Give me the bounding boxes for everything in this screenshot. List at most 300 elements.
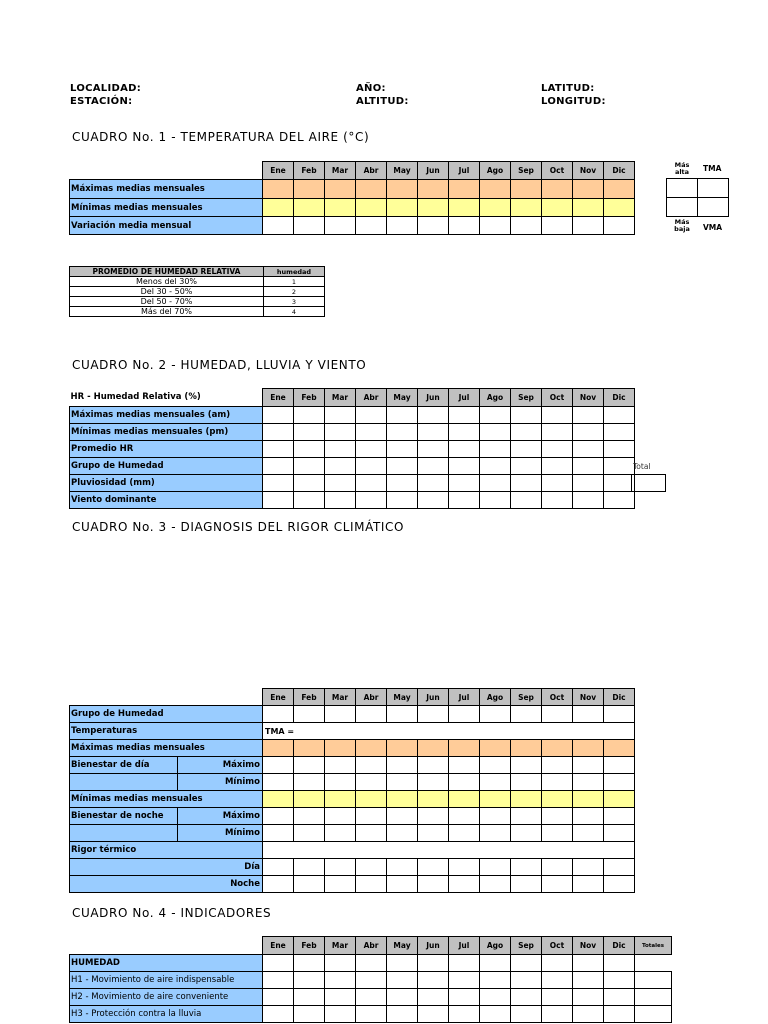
data-cell[interactable] xyxy=(294,441,325,458)
data-cell[interactable] xyxy=(449,217,480,235)
data-cell[interactable] xyxy=(449,740,480,757)
data-cell[interactable] xyxy=(325,808,356,825)
data-cell[interactable] xyxy=(480,180,511,199)
data-cell[interactable] xyxy=(449,989,480,1006)
data-cell[interactable] xyxy=(263,825,294,842)
data-cell[interactable] xyxy=(573,424,604,441)
data-cell[interactable] xyxy=(480,791,511,808)
data-cell[interactable] xyxy=(294,808,325,825)
data-cell[interactable] xyxy=(542,808,573,825)
data-cell[interactable] xyxy=(294,876,325,893)
data-cell[interactable] xyxy=(325,740,356,757)
data-cell[interactable] xyxy=(387,217,418,235)
row-label: H3 - Protección contra la lluvia xyxy=(70,1006,263,1023)
data-cell[interactable] xyxy=(604,217,635,235)
data-cell[interactable] xyxy=(604,1006,635,1023)
data-cell[interactable] xyxy=(294,989,325,1006)
data-cell[interactable] xyxy=(449,972,480,989)
data-cell[interactable] xyxy=(480,740,511,757)
data-cell[interactable] xyxy=(604,989,635,1006)
data-cell[interactable] xyxy=(573,774,604,791)
data-cell[interactable] xyxy=(573,808,604,825)
data-cell[interactable] xyxy=(263,808,294,825)
data-cell[interactable] xyxy=(511,876,542,893)
data-cell[interactable] xyxy=(511,808,542,825)
data-cell[interactable] xyxy=(356,217,387,235)
data-cell[interactable] xyxy=(387,791,418,808)
data-cell[interactable] xyxy=(542,407,573,424)
data-cell[interactable] xyxy=(356,475,387,492)
data-cell[interactable] xyxy=(542,424,573,441)
data-cell[interactable] xyxy=(356,458,387,475)
data-cell[interactable] xyxy=(325,492,356,509)
data-cell[interactable] xyxy=(449,407,480,424)
data-cell[interactable] xyxy=(387,424,418,441)
data-cell[interactable] xyxy=(604,825,635,842)
row-label: Grupo de Humedad xyxy=(70,706,263,723)
data-cell[interactable] xyxy=(573,757,604,774)
month-header: Oct xyxy=(542,162,573,180)
data-cell[interactable] xyxy=(573,1006,604,1023)
tma-label: TMA xyxy=(703,164,722,173)
data-cell[interactable] xyxy=(573,859,604,876)
data-cell[interactable] xyxy=(418,199,449,217)
month-header: Ago xyxy=(480,937,511,955)
month-header: May xyxy=(387,937,418,955)
data-cell[interactable] xyxy=(449,492,480,509)
data-cell[interactable] xyxy=(356,791,387,808)
data-cell[interactable] xyxy=(325,180,356,199)
data-cell[interactable] xyxy=(294,199,325,217)
data-cell[interactable] xyxy=(542,955,573,972)
data-cell[interactable] xyxy=(387,825,418,842)
data-cell[interactable] xyxy=(542,989,573,1006)
data-cell[interactable] xyxy=(263,199,294,217)
data-cell[interactable] xyxy=(449,706,480,723)
data-cell[interactable] xyxy=(542,458,573,475)
humedad-range: Más del 70% xyxy=(70,307,264,317)
data-cell[interactable] xyxy=(573,199,604,217)
data-cell[interactable] xyxy=(511,199,542,217)
data-cell[interactable] xyxy=(542,825,573,842)
data-cell[interactable] xyxy=(480,825,511,842)
data-cell[interactable] xyxy=(449,199,480,217)
data-cell[interactable] xyxy=(325,955,356,972)
data-cell[interactable] xyxy=(263,859,294,876)
data-cell[interactable] xyxy=(480,1006,511,1023)
data-cell[interactable] xyxy=(573,492,604,509)
data-cell[interactable] xyxy=(325,217,356,235)
data-cell[interactable] xyxy=(418,791,449,808)
data-cell[interactable] xyxy=(542,876,573,893)
data-cell[interactable] xyxy=(263,757,294,774)
rigor-cell[interactable] xyxy=(263,842,635,859)
data-cell[interactable] xyxy=(387,774,418,791)
data-cell[interactable] xyxy=(511,475,542,492)
data-cell[interactable] xyxy=(573,407,604,424)
data-cell[interactable] xyxy=(480,475,511,492)
data-cell[interactable] xyxy=(511,972,542,989)
total-cell[interactable] xyxy=(635,989,672,1006)
data-cell[interactable] xyxy=(480,217,511,235)
data-cell[interactable] xyxy=(418,407,449,424)
data-cell[interactable] xyxy=(573,740,604,757)
data-cell[interactable] xyxy=(263,1006,294,1023)
data-cell[interactable] xyxy=(480,859,511,876)
data-cell[interactable] xyxy=(294,475,325,492)
data-cell[interactable] xyxy=(449,757,480,774)
data-cell[interactable] xyxy=(356,180,387,199)
data-cell[interactable] xyxy=(480,492,511,509)
data-cell[interactable] xyxy=(263,740,294,757)
data-cell[interactable] xyxy=(387,859,418,876)
data-cell[interactable] xyxy=(263,458,294,475)
data-cell[interactable] xyxy=(542,217,573,235)
data-cell[interactable] xyxy=(294,791,325,808)
humedad-group-value: 1 xyxy=(264,277,325,287)
data-cell[interactable] xyxy=(356,1006,387,1023)
header-altitud: ALTITUD: xyxy=(356,96,409,107)
data-cell[interactable] xyxy=(542,441,573,458)
data-cell[interactable] xyxy=(387,1006,418,1023)
data-cell[interactable] xyxy=(542,757,573,774)
data-cell[interactable] xyxy=(449,458,480,475)
data-cell[interactable] xyxy=(449,791,480,808)
data-cell[interactable] xyxy=(573,972,604,989)
data-cell[interactable] xyxy=(573,475,604,492)
row-label: Variación media mensual xyxy=(70,217,263,235)
data-cell[interactable] xyxy=(356,441,387,458)
data-cell[interactable] xyxy=(387,475,418,492)
data-cell[interactable] xyxy=(542,740,573,757)
data-cell[interactable] xyxy=(325,859,356,876)
data-cell[interactable] xyxy=(418,1006,449,1023)
data-cell[interactable] xyxy=(511,740,542,757)
data-cell[interactable] xyxy=(418,825,449,842)
data-cell[interactable] xyxy=(418,989,449,1006)
data-cell[interactable] xyxy=(542,1006,573,1023)
data-cell[interactable] xyxy=(356,774,387,791)
data-cell[interactable] xyxy=(604,808,635,825)
data-cell[interactable] xyxy=(263,475,294,492)
data-cell[interactable] xyxy=(542,706,573,723)
data-cell[interactable] xyxy=(325,424,356,441)
data-cell[interactable] xyxy=(604,876,635,893)
data-cell[interactable] xyxy=(325,774,356,791)
data-cell[interactable] xyxy=(294,955,325,972)
data-cell[interactable] xyxy=(604,955,635,972)
month-header: Oct xyxy=(542,389,573,407)
data-cell[interactable] xyxy=(325,972,356,989)
data-cell[interactable] xyxy=(573,458,604,475)
data-cell[interactable] xyxy=(294,757,325,774)
data-cell[interactable] xyxy=(542,972,573,989)
tma-cell[interactable] xyxy=(698,179,729,198)
data-cell[interactable] xyxy=(263,180,294,199)
data-cell[interactable] xyxy=(294,458,325,475)
data-cell[interactable] xyxy=(294,740,325,757)
data-cell[interactable] xyxy=(480,876,511,893)
month-header: Dic xyxy=(604,937,635,955)
data-cell[interactable] xyxy=(511,825,542,842)
data-cell[interactable] xyxy=(573,441,604,458)
data-cell[interactable] xyxy=(356,955,387,972)
data-cell[interactable] xyxy=(542,791,573,808)
data-cell[interactable] xyxy=(449,1006,480,1023)
data-cell[interactable] xyxy=(511,407,542,424)
data-cell[interactable] xyxy=(356,424,387,441)
data-cell[interactable] xyxy=(294,774,325,791)
data-cell[interactable] xyxy=(573,955,604,972)
data-cell[interactable] xyxy=(511,989,542,1006)
month-header: Jul xyxy=(449,162,480,180)
data-cell[interactable] xyxy=(511,774,542,791)
data-cell[interactable] xyxy=(387,757,418,774)
total-cell[interactable] xyxy=(635,972,672,989)
data-cell[interactable] xyxy=(263,774,294,791)
data-cell[interactable] xyxy=(356,757,387,774)
data-cell[interactable] xyxy=(480,955,511,972)
data-cell[interactable] xyxy=(294,217,325,235)
data-cell[interactable] xyxy=(418,492,449,509)
month-header: Jul xyxy=(449,689,480,706)
data-cell[interactable] xyxy=(511,441,542,458)
data-cell[interactable] xyxy=(449,876,480,893)
data-cell[interactable] xyxy=(480,458,511,475)
header-longitud: LONGITUD: xyxy=(541,96,606,107)
total-cell[interactable] xyxy=(635,1006,672,1023)
data-cell[interactable] xyxy=(418,955,449,972)
data-cell[interactable] xyxy=(325,706,356,723)
data-cell[interactable] xyxy=(604,458,635,475)
data-cell[interactable] xyxy=(325,441,356,458)
data-cell[interactable] xyxy=(418,740,449,757)
data-cell[interactable] xyxy=(573,180,604,199)
data-cell[interactable] xyxy=(480,757,511,774)
data-cell[interactable] xyxy=(387,706,418,723)
data-cell[interactable] xyxy=(263,955,294,972)
data-cell[interactable] xyxy=(511,180,542,199)
data-cell[interactable] xyxy=(356,825,387,842)
month-header: Jul xyxy=(449,937,480,955)
data-cell[interactable] xyxy=(325,475,356,492)
data-cell[interactable] xyxy=(511,1006,542,1023)
data-cell[interactable] xyxy=(573,876,604,893)
data-cell[interactable] xyxy=(418,876,449,893)
data-cell[interactable] xyxy=(387,458,418,475)
data-cell[interactable] xyxy=(573,989,604,1006)
data-cell[interactable] xyxy=(387,808,418,825)
data-cell[interactable] xyxy=(387,740,418,757)
data-cell[interactable] xyxy=(418,706,449,723)
data-cell[interactable] xyxy=(511,492,542,509)
data-cell[interactable] xyxy=(418,217,449,235)
month-header: Abr xyxy=(356,689,387,706)
data-cell[interactable] xyxy=(542,475,573,492)
data-cell[interactable] xyxy=(604,740,635,757)
data-cell[interactable] xyxy=(263,791,294,808)
data-cell[interactable] xyxy=(604,706,635,723)
data-cell[interactable] xyxy=(418,424,449,441)
data-cell[interactable] xyxy=(356,859,387,876)
data-cell[interactable] xyxy=(573,825,604,842)
data-cell[interactable] xyxy=(480,441,511,458)
data-cell[interactable] xyxy=(604,199,635,217)
data-cell[interactable] xyxy=(356,706,387,723)
data-cell[interactable] xyxy=(604,475,635,492)
data-cell[interactable] xyxy=(573,791,604,808)
data-cell[interactable] xyxy=(480,199,511,217)
data-cell[interactable] xyxy=(480,774,511,791)
data-cell[interactable] xyxy=(325,825,356,842)
data-cell[interactable] xyxy=(604,859,635,876)
data-cell[interactable] xyxy=(263,492,294,509)
header-anio: AÑO: xyxy=(356,83,386,94)
data-cell[interactable] xyxy=(511,791,542,808)
data-cell[interactable] xyxy=(542,199,573,217)
data-cell[interactable] xyxy=(604,492,635,509)
data-cell[interactable] xyxy=(294,859,325,876)
data-cell[interactable] xyxy=(387,199,418,217)
data-cell[interactable] xyxy=(263,876,294,893)
data-cell[interactable] xyxy=(511,217,542,235)
data-cell[interactable] xyxy=(325,407,356,424)
data-cell[interactable] xyxy=(604,791,635,808)
data-cell[interactable] xyxy=(387,989,418,1006)
data-cell[interactable] xyxy=(418,972,449,989)
data-cell[interactable] xyxy=(418,774,449,791)
tma-max-cell[interactable] xyxy=(667,179,698,198)
data-cell[interactable] xyxy=(325,458,356,475)
data-cell[interactable] xyxy=(263,407,294,424)
data-cell[interactable] xyxy=(263,972,294,989)
data-cell[interactable] xyxy=(294,825,325,842)
vma-cell[interactable] xyxy=(698,198,729,217)
data-cell[interactable] xyxy=(449,774,480,791)
data-cell[interactable] xyxy=(511,757,542,774)
data-cell[interactable] xyxy=(325,1006,356,1023)
row-label: Rigor térmico xyxy=(70,842,263,859)
month-header: Jun xyxy=(418,389,449,407)
vma-min-cell[interactable] xyxy=(667,198,698,217)
data-cell[interactable] xyxy=(294,180,325,199)
data-cell[interactable] xyxy=(573,706,604,723)
data-cell[interactable] xyxy=(480,808,511,825)
data-cell[interactable] xyxy=(449,859,480,876)
data-cell[interactable] xyxy=(263,706,294,723)
data-cell[interactable] xyxy=(294,407,325,424)
data-cell[interactable] xyxy=(356,876,387,893)
month-header: Dic xyxy=(604,162,635,180)
data-cell[interactable] xyxy=(542,180,573,199)
data-cell[interactable] xyxy=(480,972,511,989)
data-cell[interactable] xyxy=(325,791,356,808)
data-cell[interactable] xyxy=(387,407,418,424)
data-cell[interactable] xyxy=(449,475,480,492)
month-header: Abr xyxy=(356,389,387,407)
data-cell[interactable] xyxy=(387,180,418,199)
data-cell[interactable] xyxy=(387,955,418,972)
tma-eq[interactable]: TMA = xyxy=(263,723,635,740)
data-cell[interactable] xyxy=(604,757,635,774)
data-cell[interactable] xyxy=(325,199,356,217)
data-cell[interactable] xyxy=(418,859,449,876)
data-cell[interactable] xyxy=(418,475,449,492)
data-cell[interactable] xyxy=(542,859,573,876)
data-cell[interactable] xyxy=(263,217,294,235)
data-cell[interactable] xyxy=(387,441,418,458)
data-cell[interactable] xyxy=(418,808,449,825)
data-cell[interactable] xyxy=(356,492,387,509)
data-cell[interactable] xyxy=(325,757,356,774)
data-cell[interactable] xyxy=(449,441,480,458)
data-cell[interactable] xyxy=(325,876,356,893)
data-cell[interactable] xyxy=(449,424,480,441)
data-cell[interactable] xyxy=(480,407,511,424)
data-cell[interactable] xyxy=(604,180,635,199)
data-cell[interactable] xyxy=(449,825,480,842)
data-cell[interactable] xyxy=(449,955,480,972)
data-cell[interactable] xyxy=(604,972,635,989)
month-header: Sep xyxy=(511,162,542,180)
data-cell[interactable] xyxy=(604,774,635,791)
data-cell[interactable] xyxy=(294,972,325,989)
data-cell[interactable] xyxy=(356,808,387,825)
data-cell[interactable] xyxy=(418,757,449,774)
data-cell[interactable] xyxy=(356,407,387,424)
data-cell[interactable] xyxy=(418,458,449,475)
month-header: Dic xyxy=(604,689,635,706)
data-cell[interactable] xyxy=(263,424,294,441)
data-cell[interactable] xyxy=(418,441,449,458)
data-cell[interactable] xyxy=(387,876,418,893)
data-cell[interactable] xyxy=(449,808,480,825)
data-cell[interactable] xyxy=(542,492,573,509)
data-cell[interactable] xyxy=(511,955,542,972)
data-cell[interactable] xyxy=(511,458,542,475)
total-cell[interactable] xyxy=(631,474,666,492)
data-cell[interactable] xyxy=(387,492,418,509)
data-cell[interactable] xyxy=(294,706,325,723)
data-cell[interactable] xyxy=(418,180,449,199)
data-cell[interactable] xyxy=(573,217,604,235)
data-cell[interactable] xyxy=(356,740,387,757)
data-cell[interactable] xyxy=(263,441,294,458)
data-cell[interactable] xyxy=(542,774,573,791)
data-cell[interactable] xyxy=(387,972,418,989)
data-cell[interactable] xyxy=(511,706,542,723)
data-cell[interactable] xyxy=(511,424,542,441)
data-cell[interactable] xyxy=(356,989,387,1006)
data-cell[interactable] xyxy=(294,424,325,441)
data-cell[interactable] xyxy=(294,1006,325,1023)
data-cell[interactable] xyxy=(480,706,511,723)
data-cell[interactable] xyxy=(480,424,511,441)
data-cell[interactable] xyxy=(294,492,325,509)
month-header: Ene xyxy=(263,689,294,706)
data-cell[interactable] xyxy=(604,441,635,458)
data-cell[interactable] xyxy=(480,989,511,1006)
data-cell[interactable] xyxy=(325,989,356,1006)
data-cell[interactable] xyxy=(356,199,387,217)
data-cell[interactable] xyxy=(263,989,294,1006)
data-cell[interactable] xyxy=(511,859,542,876)
data-cell[interactable] xyxy=(449,180,480,199)
data-cell[interactable] xyxy=(604,424,635,441)
data-cell[interactable] xyxy=(356,972,387,989)
vma-label: VMA xyxy=(703,223,723,232)
data-cell[interactable] xyxy=(604,407,635,424)
